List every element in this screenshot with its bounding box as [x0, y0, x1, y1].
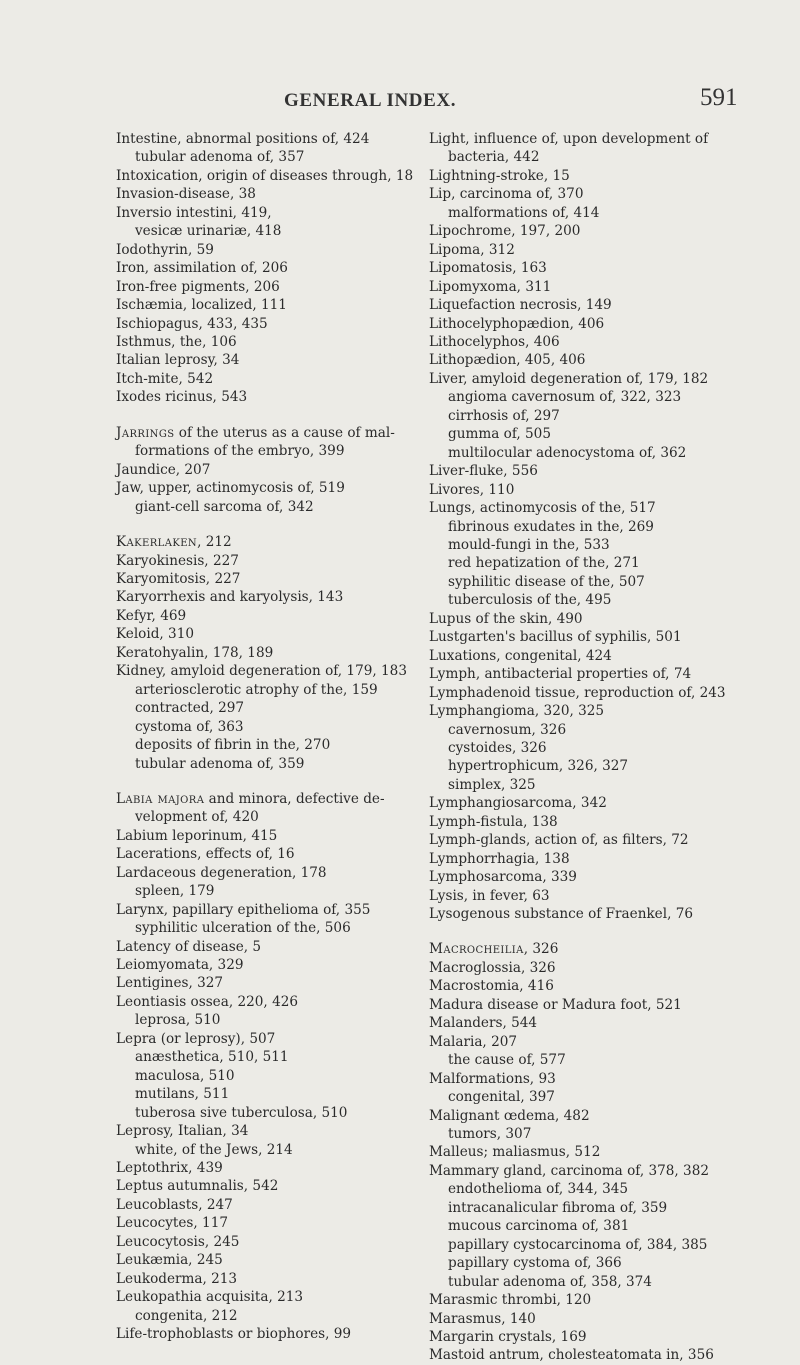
entry-text: Malleus; maliasmus, 512	[429, 1144, 601, 1161]
index-entry	[429, 959, 726, 977]
index-subentry	[116, 442, 413, 460]
index-subentry	[429, 1217, 726, 1235]
index-subentry	[116, 222, 413, 240]
entry-text: Malanders, 544	[429, 1015, 538, 1032]
entry-text: Keloid, 310	[116, 626, 195, 643]
index-entry	[429, 996, 726, 1014]
index-subentry	[429, 1051, 726, 1069]
entry-text: Luxations, congenital, 424	[429, 647, 612, 664]
index-entry	[116, 662, 413, 680]
entry-text: papillary cystocarcinoma of, 384, 385	[448, 1236, 708, 1253]
index-entry	[429, 499, 726, 517]
index-entry	[429, 1107, 726, 1125]
entry-text: Marasmic thrombi, 120	[429, 1292, 592, 1309]
index-entry	[116, 1233, 413, 1251]
index-entry	[116, 790, 413, 808]
entry-text: deposits of fibrin in the, 270	[135, 737, 331, 754]
entry-text: Ixodes ricinus, 543	[116, 389, 248, 406]
index-entry	[116, 1030, 413, 1048]
entry-text: Lupus of the skin, 490	[429, 610, 583, 627]
entry-text: Lymphangioma, 320, 325	[429, 703, 605, 720]
index-entry	[116, 570, 413, 588]
index-subentry	[429, 757, 726, 775]
index-entry	[429, 813, 726, 831]
index-entry	[116, 901, 413, 919]
entry-text: Lustgarten's bacillus of syphilis, 501	[429, 629, 682, 646]
entry-text: Lymphangiosarcoma, 342	[429, 795, 607, 812]
index-entry	[429, 241, 726, 259]
entry-text: Labium leporinum, 415	[116, 827, 278, 844]
index-entry	[116, 607, 413, 625]
entry-text: papillary cystoma of, 366	[448, 1255, 622, 1272]
letter-section-gap	[116, 516, 413, 533]
index-subentry	[429, 536, 726, 554]
index-entry	[429, 794, 726, 812]
index-subentry	[116, 1011, 413, 1029]
index-entry	[429, 462, 726, 480]
entry-text: Liquefaction necrosis, 149	[429, 297, 612, 314]
entry-text: Karyomitosis, 227	[116, 570, 241, 587]
index-entry	[116, 1214, 413, 1232]
index-subentry	[116, 736, 413, 754]
entry-text: Lymph-glands, action of, as filters, 72	[429, 832, 689, 849]
index-entry	[116, 974, 413, 992]
entry-text: leprosa, 510	[135, 1012, 221, 1029]
index-entry	[116, 827, 413, 845]
entry-text: intracanalicular fibroma of, 359	[448, 1199, 668, 1216]
index-subentry	[429, 1254, 726, 1272]
entry-text: gumma of, 505	[448, 426, 551, 443]
index-entry	[116, 956, 413, 974]
index-entry	[116, 130, 413, 148]
entry-text: Leukoderma, 213	[116, 1270, 238, 1287]
entry-text: Itch-mite, 542	[116, 370, 214, 387]
index-entry	[429, 185, 726, 203]
entry-text: Karyorrhexis and karyolysis, 143	[116, 589, 344, 606]
index-entry	[116, 1122, 413, 1140]
entry-text: Livores, 110	[429, 481, 515, 498]
index-subentry	[429, 1273, 726, 1291]
index-entry	[429, 296, 726, 314]
entry-text: tuberculosis of the, 495	[448, 592, 612, 609]
index-entry	[429, 1328, 726, 1346]
index-entry	[429, 1346, 726, 1364]
entry-text: cirrhosis of, 297	[448, 407, 560, 424]
entry-text: mould-fungi in the, 533	[448, 536, 610, 553]
entry-text: the cause of, 577	[448, 1052, 566, 1069]
entry-text: white, of the Jews, 214	[135, 1141, 293, 1158]
index-entry	[116, 533, 413, 551]
index-entry	[116, 278, 413, 296]
index-entry	[429, 702, 726, 720]
letter-section-gap	[116, 773, 413, 790]
entry-text: Lymphorrhagia, 138	[429, 850, 570, 867]
entry-text: multilocular adenocystoma of, 362	[448, 444, 687, 461]
entry-text: Life-trophoblasts or biophores, 99	[116, 1326, 352, 1343]
index-subentry	[429, 1199, 726, 1217]
index-entry	[116, 1288, 413, 1306]
entry-text: simplex, 325	[448, 776, 536, 793]
entry-text: Lymphosarcoma, 339	[429, 869, 577, 886]
running-head-title: GENERAL INDEX.	[284, 90, 457, 111]
entry-text: Leukopathia acquisita, 213	[116, 1289, 304, 1306]
index-entry	[116, 552, 413, 570]
entry-text: Malignant œdema, 482	[429, 1107, 590, 1124]
entry-text: Lacerations, effects of, 16	[116, 846, 295, 863]
index-entry	[116, 370, 413, 388]
entry-text: endothelioma of, 344, 345	[448, 1181, 629, 1198]
index-entry	[429, 481, 726, 499]
section-lead-word: Macrocheilia	[429, 941, 524, 958]
entry-text: Iron, assimilation of, 206	[116, 260, 288, 277]
index-entry	[429, 1143, 726, 1161]
entry-text: Keratohyalin, 178, 189	[116, 644, 274, 661]
entry-text: Lithocelyphos, 406	[429, 333, 560, 350]
entry-text: Intoxication, origin of diseases through, 18	[116, 167, 414, 184]
entry-text: tubular adenoma of, 357	[135, 149, 305, 166]
entry-text: Macrostomia, 416	[429, 978, 554, 995]
index-entry	[116, 351, 413, 369]
entry-text: Light, influence of, upon development of	[429, 131, 709, 147]
entry-text: Jaundice, 207	[116, 461, 211, 478]
index-subentry	[116, 808, 413, 826]
index-entry	[116, 461, 413, 479]
entry-text: Lithopædion, 405, 406	[429, 352, 586, 369]
index-entry	[116, 424, 413, 442]
index-entry	[429, 940, 726, 958]
index-entry	[116, 864, 413, 882]
index-subentry	[429, 776, 726, 794]
entry-text: Ischiopagus, 433, 435	[116, 315, 268, 332]
index-subentry	[429, 739, 726, 757]
index-entry	[429, 1014, 726, 1032]
index-subentry	[116, 1307, 413, 1325]
entry-text: Intestine, abnormal positions of, 424	[116, 131, 370, 147]
entry-text: Leucocytosis, 245	[116, 1233, 240, 1250]
index-subentry	[429, 554, 726, 572]
entry-text: spleen, 179	[135, 883, 215, 900]
entry-text: Jaw, upper, actinomycosis of, 519	[116, 480, 345, 497]
entry-text: Lardaceous degeneration, 178	[116, 864, 327, 881]
entry-text: Lipomyxoma, 311	[429, 278, 552, 295]
entry-text: Kefyr, 469	[116, 607, 187, 624]
index-subentry	[116, 1085, 413, 1103]
entry-text: Leontiasis ossea, 220, 426	[116, 993, 299, 1010]
letter-section-gap	[429, 923, 726, 940]
entry-text: Leukæmia, 245	[116, 1252, 223, 1269]
index-entry	[116, 185, 413, 203]
index-entry	[116, 259, 413, 277]
index-entry	[429, 610, 726, 628]
index-subentry	[116, 1104, 413, 1122]
index-column-left	[116, 130, 413, 1344]
index-entry	[116, 479, 413, 497]
entry-text: angioma cavernosum of, 322, 323	[448, 389, 682, 406]
entry-text: Liver-fluke, 556	[429, 463, 538, 480]
index-entry	[429, 259, 726, 277]
index-subentry	[429, 204, 726, 222]
index-subentry	[116, 718, 413, 736]
index-column-right	[429, 130, 726, 1365]
entry-text: giant-cell sarcoma of, 342	[135, 498, 314, 515]
index-entry	[429, 351, 726, 369]
section-lead-word: Labia majora	[116, 790, 205, 807]
index-entry	[429, 370, 726, 388]
index-entry	[116, 1325, 413, 1343]
entry-text: cavernosum, 326	[448, 721, 567, 738]
index-entry	[429, 977, 726, 995]
entry-text: , 326	[523, 941, 559, 958]
entry-text: Inversio intestini, 419,	[116, 204, 272, 221]
entry-text: Liver, amyloid degeneration of, 179, 182	[429, 370, 709, 387]
entry-text: Lightning-stroke, 15	[429, 167, 570, 184]
index-subentry	[429, 148, 726, 166]
entry-text: Lipoma, 312	[429, 241, 515, 258]
index-subentry	[116, 1067, 413, 1085]
entry-text: cystoma of, 363	[135, 718, 244, 735]
entry-text: Iron-free pigments, 206	[116, 278, 280, 295]
index-entry	[116, 388, 413, 406]
index-subentry	[429, 1088, 726, 1106]
index-entry	[116, 845, 413, 863]
index-entry	[429, 1070, 726, 1088]
entry-text: malformations of, 414	[448, 204, 600, 221]
section-lead-word: Kakerlaken	[116, 534, 198, 551]
index-entry	[429, 887, 726, 905]
index-subentry	[116, 148, 413, 166]
entry-text: vesicæ urinariæ, 418	[135, 223, 282, 240]
index-entry	[429, 665, 726, 683]
index-entry	[116, 1196, 413, 1214]
entry-text: Invasion-disease, 38	[116, 186, 256, 203]
index-subentry	[429, 1236, 726, 1254]
entry-text: , 212	[197, 534, 232, 551]
index-entry	[429, 628, 726, 646]
index-subentry	[429, 444, 726, 462]
entry-text: Leucocytes, 117	[116, 1215, 228, 1232]
entry-text: Lentigines, 327	[116, 975, 224, 992]
entry-text: Iodothyrin, 59	[116, 241, 214, 258]
entry-text: Lipomatosis, 163	[429, 260, 547, 277]
index-subentry	[429, 1180, 726, 1198]
index-subentry	[116, 681, 413, 699]
entry-text: Leprosy, Italian, 34	[116, 1123, 249, 1140]
index-entry	[429, 222, 726, 240]
index-entry	[429, 850, 726, 868]
entry-text: and minora, defective de-	[204, 790, 385, 807]
index-subentry	[116, 699, 413, 717]
entry-text: syphilitic disease of the, 507	[448, 573, 645, 590]
entry-text: syphilitic ulceration of the, 506	[135, 920, 351, 937]
entry-text: formations of the embryo, 399	[135, 443, 345, 460]
entry-text: Leiomyomata, 329	[116, 957, 244, 974]
entry-text: tubular adenoma of, 358, 374	[448, 1273, 652, 1290]
entry-text: Mastoid antrum, cholesteatomata in, 356	[429, 1347, 714, 1364]
index-entry	[116, 241, 413, 259]
entry-text: Marasmus, 140	[429, 1310, 536, 1327]
entry-text: of the uterus as a cause of mal-	[174, 424, 395, 441]
entry-text: Lipochrome, 197, 200	[429, 223, 581, 240]
entry-text: Lithocelyphopædion, 406	[429, 315, 605, 332]
entry-text: Latency of disease, 5	[116, 938, 262, 955]
entry-text: hypertrophicum, 326, 327	[448, 758, 629, 775]
index-entry	[116, 644, 413, 662]
entry-text: maculosa, 510	[135, 1067, 235, 1084]
entry-text: red hepatization of the, 271	[448, 555, 640, 572]
index-subentry	[116, 755, 413, 773]
letter-section-gap	[116, 407, 413, 424]
entry-text: Larynx, papillary epithelioma of, 355	[116, 901, 371, 918]
index-entry	[116, 1270, 413, 1288]
entry-text: Italian leprosy, 34	[116, 352, 240, 369]
index-entry	[429, 647, 726, 665]
entry-text: fibrinous exudates in the, 269	[448, 518, 654, 535]
entry-text: Kidney, amyloid degeneration of, 179, 183	[116, 663, 407, 680]
index-entry	[116, 588, 413, 606]
entry-text: Margarin crystals, 169	[429, 1329, 587, 1345]
entry-text: Leptothrix, 439	[116, 1160, 223, 1177]
entry-text: Lymph-fistula, 138	[429, 813, 558, 830]
entry-text: Leptus autumnalis, 542	[116, 1178, 279, 1195]
index-entry	[116, 1177, 413, 1195]
entry-text: congenita, 212	[135, 1307, 238, 1324]
index-subentry	[116, 882, 413, 900]
entry-text: Lip, carcinoma of, 370	[429, 186, 584, 203]
index-entry	[116, 204, 413, 222]
index-entry	[116, 296, 413, 314]
entry-text: Madura disease or Madura foot, 521	[429, 996, 682, 1013]
entry-text: mutilans, 511	[135, 1086, 230, 1103]
entry-text: tumors, 307	[448, 1126, 532, 1143]
index-subentry	[429, 721, 726, 739]
entry-text: Karyokinesis, 227	[116, 552, 239, 569]
entry-text: Macroglossia, 326	[429, 959, 556, 976]
entry-text: contracted, 297	[135, 700, 245, 717]
entry-text: Mammary gland, carcinoma of, 378, 382	[429, 1162, 709, 1179]
entry-text: Malaria, 207	[429, 1033, 518, 1050]
index-entry	[429, 333, 726, 351]
index-subentry	[116, 1048, 413, 1066]
index-entry	[116, 315, 413, 333]
index-entry	[429, 1033, 726, 1051]
index-entry	[116, 993, 413, 1011]
index-entry	[116, 333, 413, 351]
page-number: 591	[700, 84, 738, 111]
index-entry	[429, 1291, 726, 1309]
entry-text: Lymphadenoid tissue, reproduction of, 243	[429, 684, 726, 701]
entry-text: tuberosa sive tuberculosa, 510	[135, 1104, 348, 1121]
index-entry	[116, 938, 413, 956]
index-subentry	[429, 425, 726, 443]
index-subentry	[116, 919, 413, 937]
index-entry	[429, 831, 726, 849]
index-entry	[429, 684, 726, 702]
index-subentry	[116, 498, 413, 516]
index-entry	[116, 167, 413, 185]
index-subentry	[429, 518, 726, 536]
index-subentry	[429, 573, 726, 591]
index-entry	[429, 278, 726, 296]
index-entry	[429, 1162, 726, 1180]
entry-text: tubular adenoma of, 359	[135, 755, 305, 772]
index-entry	[116, 1251, 413, 1269]
entry-text: congenital, 397	[448, 1089, 555, 1106]
index-entry	[429, 868, 726, 886]
index-entry	[116, 625, 413, 643]
entry-text: Isthmus, the, 106	[116, 333, 237, 350]
index-entry	[429, 315, 726, 333]
entry-text: bacteria, 442	[448, 149, 540, 166]
entry-text: cystoides, 326	[448, 739, 547, 756]
entry-text: Lepra (or leprosy), 507	[116, 1030, 276, 1047]
index-entry	[429, 167, 726, 185]
entry-text: velopment of, 420	[135, 809, 259, 826]
entry-text: Malformations, 93	[429, 1070, 556, 1087]
entry-text: Lungs, actinomycosis of the, 517	[429, 500, 656, 517]
section-lead-word: Jarrings	[116, 424, 175, 441]
entry-text: mucous carcinoma of, 381	[448, 1218, 630, 1235]
index-subentry	[116, 1141, 413, 1159]
index-subentry	[429, 388, 726, 406]
entry-text: Leucoblasts, 247	[116, 1196, 233, 1213]
entry-text: Lysis, in fever, 63	[429, 887, 550, 904]
index-subentry	[429, 591, 726, 609]
index-entry	[429, 905, 726, 923]
index-entry	[116, 1159, 413, 1177]
entry-text: anæsthetica, 510, 511	[135, 1049, 289, 1066]
index-entry	[429, 130, 726, 148]
entry-text: Ischæmia, localized, 111	[116, 297, 287, 314]
entry-text: Lysogenous substance of Fraenkel, 76	[429, 906, 694, 923]
entry-text: arteriosclerotic atrophy of the, 159	[135, 681, 378, 698]
index-subentry	[429, 407, 726, 425]
index-subentry	[429, 1125, 726, 1143]
entry-text: Lymph, antibacterial properties of, 74	[429, 666, 692, 683]
